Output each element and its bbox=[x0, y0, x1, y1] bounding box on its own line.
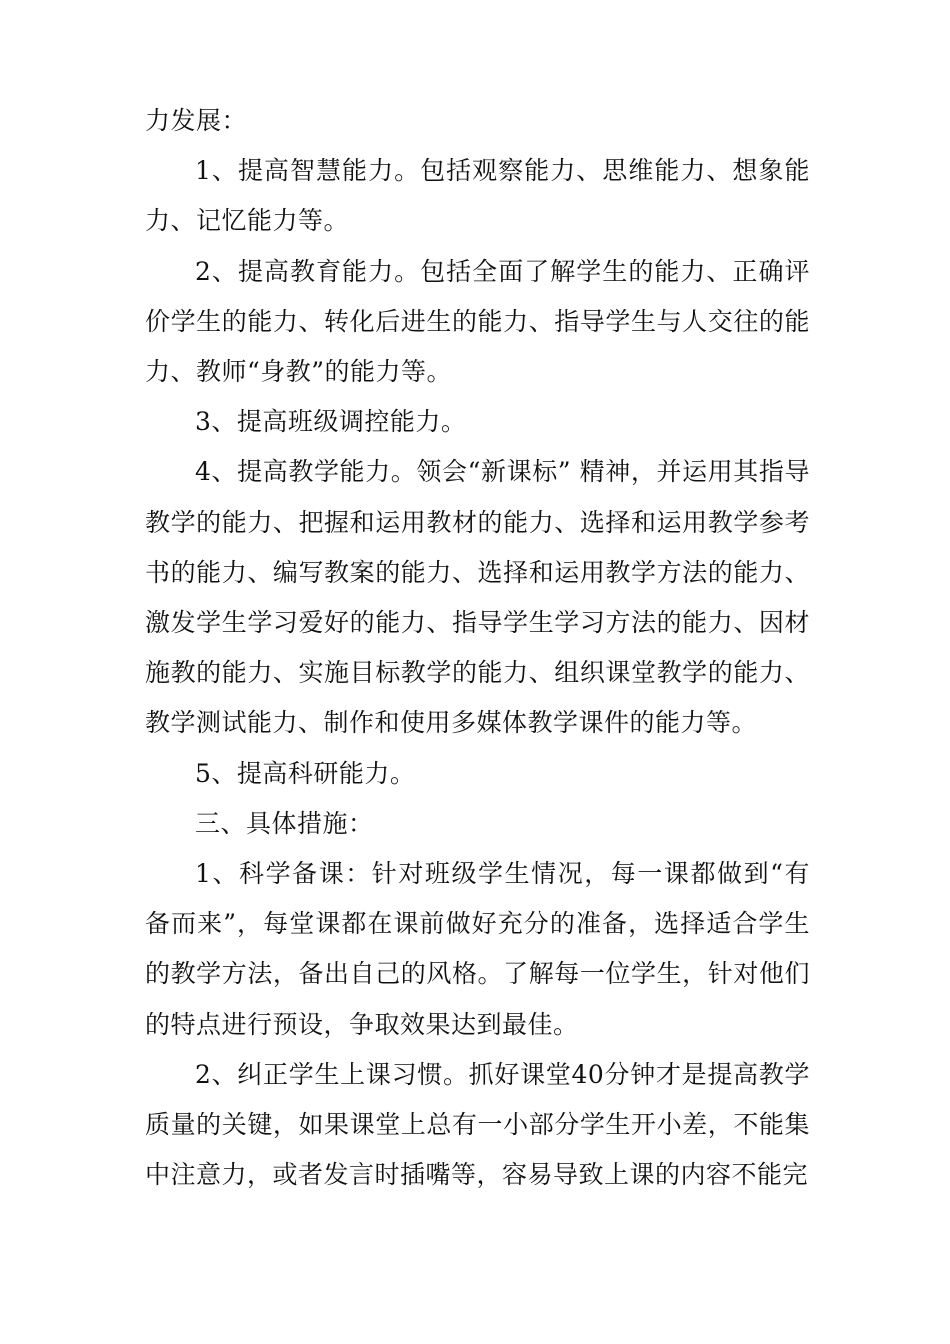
paragraph-item-2-education: 2、提高教育能力。包括全面了解学生的能力、正确评价学生的能力、转化后进生的能力、指导学生与人交往的能力、教师“身教”的能力等。 bbox=[145, 256, 810, 387]
paragraph-item-3-class-control: 3、提高班级调控能力。 bbox=[195, 407, 467, 437]
paragraph-continuation: 力发展： bbox=[145, 106, 248, 135]
paragraph-measure-2-class-habits: 2、纠正学生上课习惯。抓好课堂40分钟才是提高教学质量的关键，如果课堂上总有一小部分学生开小差，不能集中注意力，或者发言时插嘴等，容易导致上课的内容不能完 bbox=[145, 1059, 810, 1190]
paragraph-item-4-teaching: 4、提高教学能力。领会“新课标” 精神，并运用其指导教学的能力、把握和运用教材的能力、选择和运用教学参考书的能力、编写教案的能力、选择和运用教学方法的能力、激发学生学习爱好的能力、指导学生学习方法的能力、因材施教的能力、实施目标教学的能力、组织课堂教学的能力、教学测试能力、制作和使用多媒体教学课件的能力等。 bbox=[145, 457, 810, 738]
paragraph-item-1-wisdom: 1、提高智慧能力。包括观察能力、思维能力、想象能力、记忆能力等。 bbox=[145, 156, 810, 236]
paragraph-measure-1-lesson-prep: 1、科学备课：针对班级学生情况，每一课都做到“有备而来”，每堂课都在课前做好充分的准备，选择适合学生的教学方法，备出自己的风格。了解每一位学生，针对他们的特点进行预设，争取效果达到最佳。 bbox=[145, 859, 810, 1039]
section-heading-measures: 三、具体措施： bbox=[195, 808, 374, 838]
paragraph-item-5-research: 5、提高科研能力。 bbox=[195, 758, 416, 788]
document-body bbox=[145, 96, 810, 1200]
